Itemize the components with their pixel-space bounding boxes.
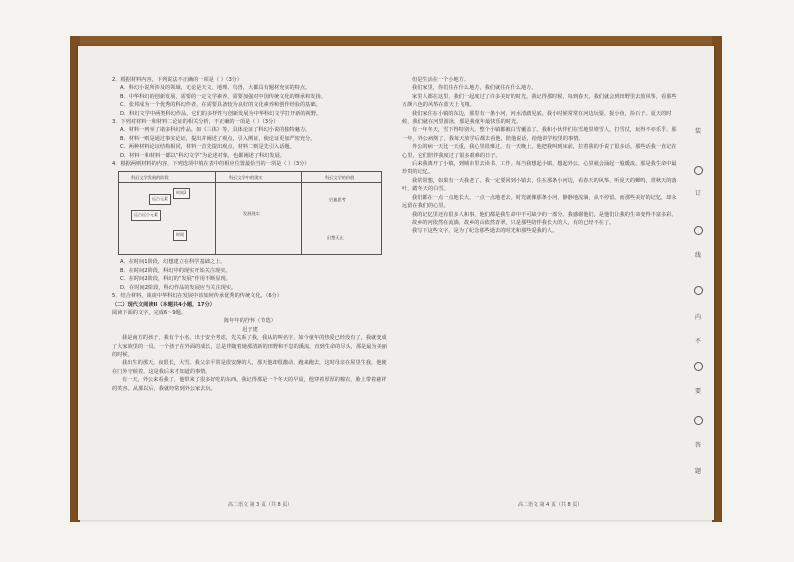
table-header-2: 科幻文学中的现实 bbox=[229, 175, 263, 181]
binding-label: 答 bbox=[695, 442, 702, 449]
option-line: B．材料一则是通过事实论证，提出并阐述了观点，引入例证，使论证更加严密充分。 bbox=[120, 135, 316, 142]
binding-hole-icon bbox=[694, 416, 703, 425]
table-cell: 发展现实 bbox=[243, 211, 260, 217]
article-paragraph: 我的记忆里还有很多人和事，他们都是我生命中不可缺少的一部分。我感谢他们，是他们让我的生命变得丰富多彩。 bbox=[412, 211, 677, 218]
option-line: B．中华科幻的创新发展，需要的一定文学素养，需要加强对中国传统文化的继承和发扬。 bbox=[120, 93, 326, 100]
option-line: B．在时间2阶段，科幻中的现实开始关注现实。 bbox=[120, 267, 231, 274]
binding-hole-icon bbox=[694, 166, 703, 175]
option-line: D．科幻文学中两类科幻作品，它们的多样性与创新发展为中华科幻文学打开新的视野。 bbox=[120, 110, 322, 117]
table-box: 远古远小元素 bbox=[131, 210, 161, 220]
question-3: 3．下列对材料一和材料二论证的相关分析，不正确的一项是（ ）（3分） bbox=[112, 119, 279, 126]
option-line: C．两种材料论证结构相同，材料一首先提出观点，材料二则是先引入话题。 bbox=[120, 144, 295, 151]
article-paragraph: 我出生的那天，夜很长，大雪。我父亲平常是很安静的人，那天他却很激动，跑来跑去，这时母亲在屋里生我，他便在门外守候着，这是我后来才知道的事情。 bbox=[112, 360, 387, 375]
binding-label: 不 bbox=[695, 338, 702, 345]
article-paragraph: 但是生活在一个小地方。 bbox=[412, 77, 470, 83]
table-header-3: 科幻文学的价值 bbox=[325, 175, 355, 181]
option-line: A．在时间1阶段，幻想建立在科学基础之上。 bbox=[120, 259, 226, 266]
binding-label: 要 bbox=[695, 388, 702, 395]
table-box: 远古元素 bbox=[149, 194, 171, 204]
binding-label: 题 bbox=[695, 468, 702, 475]
exam-paper bbox=[78, 46, 714, 520]
binding-label: 内 bbox=[695, 314, 702, 321]
binding-margin bbox=[688, 126, 710, 486]
question-5: 5．结合材料，谈谈中华科幻在发展中该如何传承优秀的传统文化。（6分） bbox=[112, 293, 283, 300]
question-4: 4．根据两则材料的内容，下列选项中填在表中的相应位置最恰当的一项是（ ）（3分） bbox=[112, 161, 310, 168]
binding-hole-icon bbox=[694, 286, 703, 295]
table-cell: 启迪思考 bbox=[329, 197, 346, 203]
instruction: 阅读下面的文字，完成6～9题。 bbox=[112, 309, 187, 316]
table-cell: 幻想无止 bbox=[327, 235, 344, 241]
binding-hole-icon bbox=[694, 226, 703, 235]
option-line: A．科幻小说所涉及的领域，无论是天文、地理、鸟兽，大都具有题材充实的特点。 bbox=[120, 85, 311, 92]
table-box: 时间2 bbox=[173, 188, 190, 198]
option-line: C．在时间2阶段，科幻的“发展”作用不断显现。 bbox=[120, 276, 231, 283]
binding-hole-icon bbox=[694, 362, 703, 371]
section-heading: （二）现代文阅读II（本题共4小题，17分） bbox=[112, 301, 215, 308]
article-paragraph: 家里人都在这里，我们一起度过了许多美好的时光。我记得那时候，每到春天，我们就会到田野里去放风筝，看那些五颜六色的风筝在蓝天上飞翔。 bbox=[402, 93, 677, 109]
article-paragraph: 我们家住在小镇的东边，那里有一条小河，河水清澈见底。我小时候常常在河边玩耍，捉小鱼，捡石子。夏天的时候，我们就在河里游泳，那是我童年最快乐的时光。 bbox=[402, 110, 672, 126]
table-column-2 bbox=[215, 172, 302, 254]
article-author: 迟子建 bbox=[242, 326, 258, 333]
binding-label: 订 bbox=[695, 190, 702, 197]
page-footer-left: 高二语文 第 3 页（共 8 页） bbox=[228, 502, 293, 508]
table-header-1: 科幻文学发展的阶段 bbox=[131, 175, 169, 181]
article-paragraph: 我常常想，如果有一天我老了，我一定要回到小镇去，住在那条小河边，看春天的风筝，听夏天的蝉鸣，赏秋天的落叶，踏冬天的白雪。 bbox=[402, 177, 677, 193]
article-paragraph: 我是南方的孩子，我有个小名。出于安全考虑，先关系了我，我从的叫名字，如今童年的热爱已经没有了，我就变成了大家族里的一员。一个孩子在外面的成长，总是伴随着她那清新的田野和不息的溪流，直到生命的尽头，那是最为美丽的时候。 bbox=[112, 335, 387, 358]
article-paragraph: 故乡的河依然在流淌，故乡的山依然青翠，只是那些陪伴我长大的人，有的已经不在了。 bbox=[412, 219, 615, 226]
article-paragraph: 有一天，外公来看我了，他带来了很多好吃的东西。我记得那是一个冬天的早晨，他穿着厚厚的棉衣，脸上带着慈祥的笑容。从那以后，我就经常到外公家去玩。 bbox=[112, 377, 387, 392]
binding-label: 线 bbox=[695, 252, 702, 259]
article-paragraph: 后来我离开了小镇，到城市里去读书、工作。每当我想起小镇，想起外公，心里就会涌起一股暖流。那是我生命中最珍贵的记忆。 bbox=[402, 161, 677, 176]
article-paragraph: 我写下这些文字，是为了纪念那些逝去的时光和那些爱我的人。 bbox=[412, 228, 558, 235]
table-box: 时间 bbox=[173, 230, 187, 240]
question-table bbox=[118, 171, 382, 255]
binding-label: 装 bbox=[695, 128, 702, 135]
article-paragraph: 我们家里，你们住在什么地方，我们就住在什么地方。 bbox=[412, 85, 537, 92]
option-line: D．在时间2阶段，科幻作品的发展应当关注现实。 bbox=[120, 284, 237, 291]
article-paragraph: 我们都在一点一点地长大，一点一点地老去。时光就像那条小河，静静地流淌，从不停留。而那些美好的记忆，却永远留在我们的心里。 bbox=[402, 194, 677, 210]
option-line: C．张邦成为一个优秀的科幻作者，在需要具备较为良好的文化素养和创作经验的基础。 bbox=[120, 102, 321, 109]
article-title: 陈年年的抒怀（节选） bbox=[224, 318, 276, 325]
option-line: D．材料一和材料一都以“科幻文学”为论述对象，也都阐述了科幻发展。 bbox=[120, 152, 285, 159]
article-paragraph: 外公的病一天比一天重，我心里很难过。有一天晚上，他把我叫到床前，拉着我的手说了很多话。那些话我一直记在心里，它们陪伴我度过了很多艰难的日子。 bbox=[402, 144, 677, 159]
question-2: 2．根据材料内容，下列说法不正确的一项是（ ）（3分） bbox=[112, 77, 243, 83]
option-line: A．材料一列举了诸多科幻作品，如《三体》等，具体论证了科幻小说的独特魅力。 bbox=[120, 127, 311, 134]
table-column-1 bbox=[119, 172, 216, 254]
page-footer-right: 高二语文 第 4 页（共 8 页） bbox=[518, 502, 583, 508]
right-page bbox=[402, 76, 678, 236]
article-paragraph: 有一年冬天，雪下得特别大，整个小镇都被白雪覆盖了。我和小伙伴们在雪地里堆雪人，打雪仗，玩得不亦乐乎。那一年，外公病倒了，我每天放学后都去看他，陪他说话，给他讲学校里的事情。 bbox=[402, 127, 677, 142]
left-page bbox=[112, 76, 388, 393]
